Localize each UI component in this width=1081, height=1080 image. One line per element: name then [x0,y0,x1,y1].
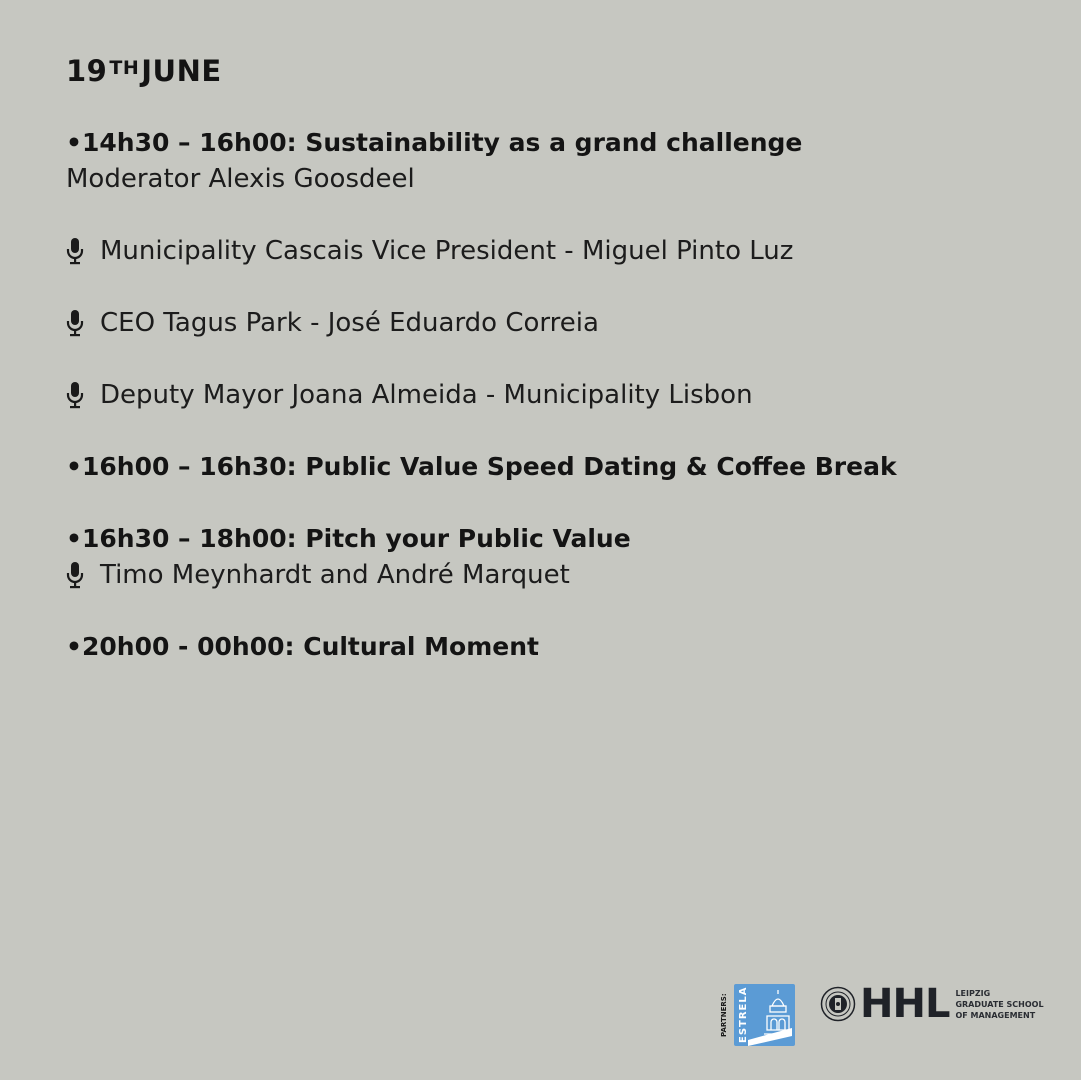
speaker-name: Deputy Mayor Joana Almeida - Municipality Lisbon [100,380,753,410]
hhl-subtitle-line: OF MANAGEMENT [955,1010,1036,1020]
estrela-logo [734,984,795,1046]
speaker-name: Municipality Cascais Vice President - Miguel Pinto Luz [100,236,794,266]
estrela-logo-text: ESTRELA [738,986,749,1044]
basilica-icon [734,984,795,1046]
date-suffix: TH [109,57,140,79]
microphone-icon [66,237,84,265]
speaker-row-cascais [66,233,793,269]
date-heading [66,50,222,89]
session-speed-dating-title: •16h00 – 16h30: Public Value Speed Dating & Coffee Break [66,452,897,481]
microphone-icon [66,381,84,409]
session-moderator: Moderator Alexis Goosdeel [66,164,415,194]
microphone-icon [66,309,84,337]
partners-label: PARTNERS: [720,993,728,1037]
microphone-icon [66,561,84,589]
session-sustainability-title: •14h30 – 16h00: Sustainability as a grand challenge [66,128,803,157]
hhl-logo [820,981,1044,1027]
date-day: 19 [66,54,108,88]
speaker-name: CEO Tagus Park - José Eduardo Correia [100,308,599,338]
date-month: JUNE [141,54,222,88]
partners-block [720,984,795,1046]
hhl-subtitle-line: GRADUATE SCHOOL [955,999,1044,1009]
session-cultural-title: •20h00 - 00h00: Cultural Moment [66,632,539,661]
speaker-row-tagus [66,305,599,341]
hhl-wordmark: HHL [860,981,950,1027]
hhl-subtitle [955,988,1043,1021]
speaker-row-pitch [66,557,570,593]
session-pitch-title: •16h30 – 18h00: Pitch your Public Value [66,524,631,553]
hhl-subtitle-line: LEIPZIG [955,988,991,998]
speaker-name: Timo Meynhardt and André Marquet [100,560,570,590]
speaker-row-lisbon [66,377,753,413]
university-seal-icon [820,986,856,1022]
